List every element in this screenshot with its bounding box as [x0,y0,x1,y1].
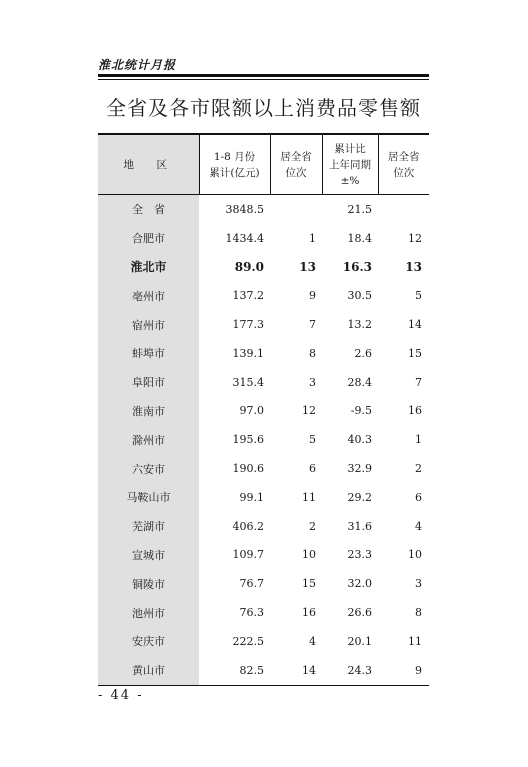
growth-rank-cell: 9 [378,656,429,685]
table-row [98,454,429,483]
cumulative-value-cell: 89.0 [234,259,264,274]
region-name-cell: 宣城市 [98,541,199,570]
province-rank-cell: 7 [309,318,316,332]
column-header-line: 居全省 [388,150,420,163]
growth-percent-cell: -9.5 [350,404,372,418]
province-rank-cell: 11 [302,490,316,504]
growth-rank-cell: 2 [415,462,422,476]
table-row [98,368,429,397]
region-name-cell: 淮北市 [98,253,199,282]
growth-percent-cell: 24.3 [322,656,378,685]
column-header-line: 居全省 [280,150,312,163]
growth-percent-cell: 31.6 [347,519,372,533]
cumulative-value-cell: 406.2 [232,519,264,533]
table-row [98,253,429,282]
province-rank-cell: 14 [270,656,322,685]
growth-percent-cell: 32.0 [347,577,372,591]
growth-percent-cell: 2.6 [354,346,372,360]
growth-percent-cell: 40.3 [347,433,372,447]
growth-percent-cell: 23.3 [347,548,372,562]
growth-percent-cell: 28.4 [347,375,372,389]
province-rank-cell: 12 [302,404,316,418]
province-rank-cell [270,195,322,224]
table-row [98,483,429,512]
cumulative-value-cell: 97.0 [239,404,264,418]
region-name-cell: 芜湖市 [98,512,199,541]
province-rank-cell: 3 [309,375,316,389]
growth-rank-cell: 3 [415,577,422,591]
region-name-cell: 滁州市 [98,425,199,454]
column-header-region [98,134,199,195]
table-body [98,195,429,686]
growth-percent-cell: 26.6 [347,606,372,620]
growth-percent-cell: 30.5 [347,289,372,303]
cumulative-value-cell: 222.5 [232,634,264,648]
column-header-line: 1-8 月份 [213,150,256,163]
region-name-cell: 阜阳市 [98,368,199,397]
province-rank-cell: 8 [309,346,316,360]
province-rank-cell: 6 [309,462,316,476]
table-row [98,512,429,541]
growth-rank-cell: 10 [408,548,422,562]
growth-rank-cell: 5 [415,289,422,303]
region-name-cell: 全 省 [98,195,199,224]
region-name-cell: 池州市 [98,598,199,627]
growth-rank-cell: 15 [408,346,422,360]
province-rank-cell: 13 [299,259,316,274]
cumulative-value-cell: 177.3 [232,318,264,332]
growth-percent-cell: 18.4 [347,231,372,245]
growth-percent-cell: 32.9 [347,462,372,476]
region-name-cell: 亳州市 [98,281,199,310]
growth-percent-cell: 20.1 [347,634,372,648]
cumulative-value-cell: 190.6 [232,462,264,476]
growth-rank-cell: 13 [405,259,422,274]
region-name-cell: 淮南市 [98,397,199,426]
cumulative-value-cell: 109.7 [232,548,264,562]
cumulative-value-cell: 1434.4 [225,231,264,245]
column-header-line: 累计(亿元) [209,166,260,179]
page-number: - 44 - [98,688,144,703]
cumulative-value-cell: 76.7 [239,577,264,591]
retail-sales-table [98,133,429,686]
cumulative-value-cell: 76.3 [239,606,264,620]
growth-percent-cell: 21.5 [347,202,372,216]
province-rank-cell: 9 [309,289,316,303]
region-name-cell: 蚌埠市 [98,339,199,368]
growth-rank-cell: 12 [408,231,422,245]
column-header-cumulative [199,134,270,195]
column-header-growth-rank [378,134,429,195]
table-row [98,425,429,454]
growth-percent-cell: 29.2 [347,490,372,504]
growth-rank-cell: 4 [415,519,422,533]
province-rank-cell: 15 [302,577,316,591]
cumulative-value-cell: 99.1 [239,490,264,504]
region-name-cell: 马鞍山市 [98,483,199,512]
cumulative-value-cell: 137.2 [232,289,264,303]
province-rank-cell: 4 [309,634,316,648]
region-name-cell: 六安市 [98,454,199,483]
growth-percent-cell: 13.2 [347,318,372,332]
table-row [98,598,429,627]
region-name-cell: 宿州市 [98,310,199,339]
table-row [98,195,429,224]
table-row [98,224,429,253]
retail-sales-table-container [98,133,429,686]
growth-rank-cell: 6 [415,490,422,504]
table-row [98,541,429,570]
growth-percent-cell: 16.3 [342,259,372,274]
region-name-cell: 合肥市 [98,224,199,253]
province-rank-cell: 2 [309,519,316,533]
table-row [98,397,429,426]
cumulative-value-cell: 3848.5 [225,202,264,216]
column-header-growth [322,134,378,195]
header-rule-thick [98,74,429,77]
column-header-line: 累计比 [334,142,366,155]
column-header-rank [270,134,322,195]
growth-rank-cell: 11 [408,634,422,648]
cumulative-value-cell: 139.1 [232,346,264,360]
column-header-line: 位次 [393,166,415,179]
table-row [98,339,429,368]
column-header-line: 地 区 [123,158,173,171]
growth-rank-cell: 8 [415,606,422,620]
region-name-cell: 铜陵市 [98,569,199,598]
column-header-line: ±% [340,174,360,187]
region-name-cell: 安庆市 [98,627,199,656]
table-row [98,627,429,656]
growth-rank-cell: 14 [408,318,422,332]
page-title: 全省及各市限额以上消费品零售额 [106,96,421,120]
cumulative-value-cell: 315.4 [232,375,264,389]
province-rank-cell: 16 [302,606,316,620]
province-rank-cell: 1 [309,231,316,245]
region-name-cell: 黄山市 [98,656,199,685]
table-row [98,310,429,339]
province-rank-cell: 10 [302,548,316,562]
header-rule-thin [98,79,429,80]
publication-header: 淮北统计月报 [98,58,177,72]
province-rank-cell: 5 [309,433,316,447]
column-header-line: 上年同期 [329,158,371,171]
growth-rank-cell [378,195,429,224]
column-header-line: 位次 [285,166,307,179]
table-row [98,656,429,685]
growth-rank-cell: 16 [408,404,422,418]
table-row [98,281,429,310]
table-row [98,569,429,598]
table-header-row [98,134,429,195]
growth-rank-cell: 1 [415,433,422,447]
cumulative-value-cell: 82.5 [199,656,270,685]
growth-rank-cell: 7 [415,375,422,389]
cumulative-value-cell: 195.6 [232,433,264,447]
